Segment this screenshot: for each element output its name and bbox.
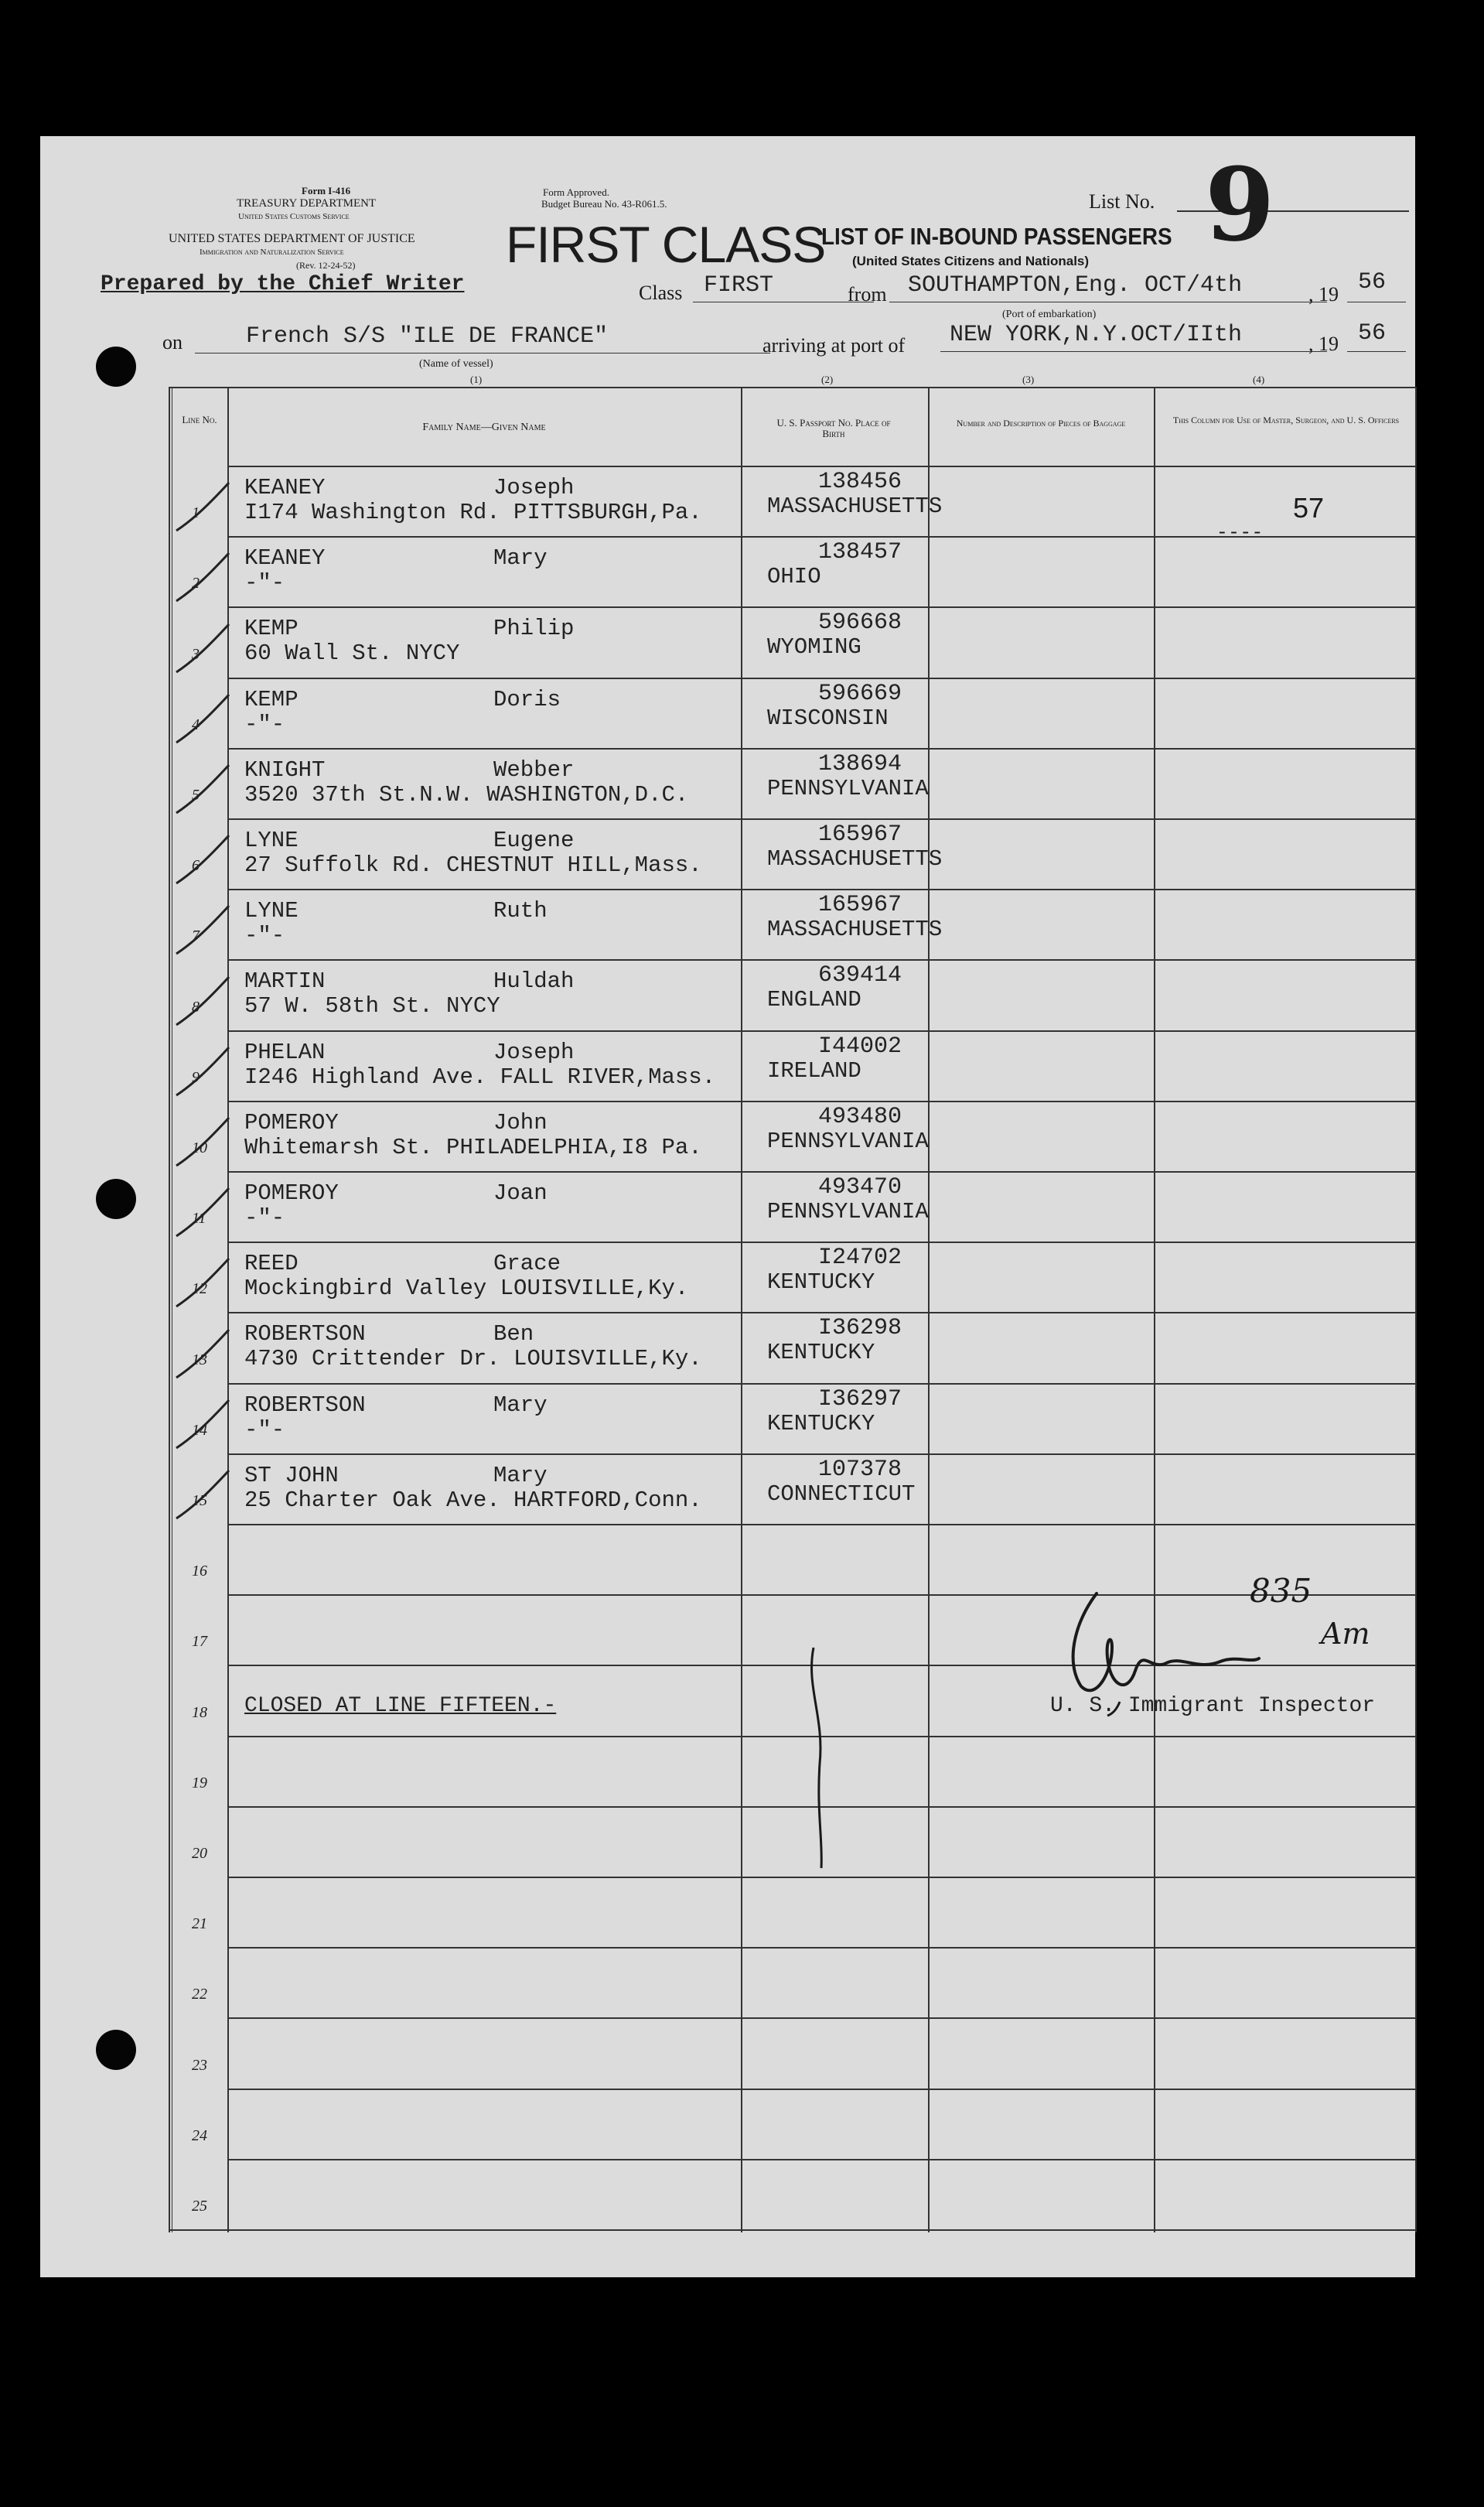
family-name: KEMP (244, 686, 299, 712)
family-name: POMEROY (244, 1180, 339, 1206)
line-number: 16 (192, 1563, 207, 1580)
line-number: 13 (192, 1351, 207, 1368)
table-row (169, 1877, 1417, 1947)
manifest-page (40, 136, 1415, 2277)
given-name: Grace (493, 1251, 561, 1277)
check-mark-icon (172, 1044, 234, 1098)
line-number: 24 (192, 2126, 207, 2144)
closed-text: CLOSED AT LINE FIFTEEN.- (244, 1694, 557, 1718)
passport-number: I44002 (818, 1033, 902, 1060)
line-number: 6 (192, 857, 200, 875)
passport-number: 107378 (818, 1456, 902, 1483)
given-name: Joan (493, 1180, 548, 1206)
line-number: 5 (192, 786, 200, 804)
vessel-value: French S/S "ILE DE FRANCE" (246, 323, 609, 350)
address: -"- (244, 923, 285, 949)
line-number: 3 (192, 645, 200, 663)
table-row (169, 2017, 1417, 2088)
table-row (169, 536, 1417, 606)
line-number: 19 (192, 1774, 207, 1791)
class-value: FIRST (704, 272, 774, 299)
place-of-birth: KENTUCKY (767, 1269, 875, 1296)
given-name: Mary (493, 545, 548, 572)
check-mark-icon (172, 550, 234, 604)
given-name: John (493, 1109, 548, 1136)
given-name: Webber (493, 757, 575, 783)
given-name: Joseph (493, 1039, 575, 1065)
column-number-4: (4) (1253, 374, 1265, 385)
given-name: Doris (493, 686, 561, 712)
table-row (169, 748, 1417, 818)
line-1-officer-value: 57 (1293, 492, 1325, 524)
inspector-signature (1066, 1578, 1267, 1717)
line-number: 18 (192, 1703, 207, 1721)
table-row (169, 818, 1417, 889)
address: -"- (244, 1416, 285, 1443)
line-number: 11 (192, 1210, 206, 1228)
table-row (169, 2159, 1417, 2229)
given-name: Joseph (493, 475, 575, 500)
column-number-2: (2) (821, 374, 834, 385)
address: -"- (244, 570, 285, 596)
vessel-label: (Name of vessel) (419, 358, 493, 370)
given-name: Eugene (493, 828, 575, 853)
place-of-birth: WYOMING (767, 634, 861, 661)
passport-number: 165967 (818, 892, 902, 919)
first-class-stamp: FIRST CLASS (506, 216, 826, 273)
arriving-label: arriving at port of (762, 334, 906, 357)
address: 27 Suffolk Rd. CHESTNUT HILL,Mass. (244, 852, 702, 878)
place-of-birth: PENNSYLVANIA (767, 775, 929, 801)
passport-number: I36297 (818, 1385, 902, 1412)
column-number-1: (1) (470, 374, 483, 385)
place-of-birth: KENTUCKY (767, 1410, 875, 1436)
line-number: 14 (192, 1421, 207, 1439)
form-number: Form I-416 (302, 185, 351, 196)
passport-number: 138456 (818, 469, 902, 495)
from-label: from (848, 283, 887, 306)
table-row (169, 1101, 1417, 1171)
table-row (169, 1383, 1417, 1453)
table-row (169, 2089, 1417, 2159)
passport-number: 493480 (818, 1103, 902, 1130)
from-value: SOUTHAMPTON,Eng. OCT/4th (908, 272, 1243, 299)
handwritten-am: Am (1321, 1617, 1370, 1651)
passport-number: 138694 (818, 750, 902, 777)
passport-number: 493470 (818, 1174, 902, 1201)
revision-date: (Rev. 12-24-52) (296, 260, 356, 271)
check-mark-icon (172, 621, 234, 675)
on-label: on (162, 331, 183, 354)
table-row (169, 1171, 1417, 1242)
table-row (169, 959, 1417, 1030)
family-name: ST JOHN (244, 1462, 339, 1488)
family-name: KEANEY (244, 545, 326, 572)
family-name: ROBERTSON (244, 1321, 366, 1347)
prepared-by: Prepared by the Chief Writer (101, 272, 465, 296)
place-of-birth: ENGLAND (767, 987, 861, 1013)
ditto-line (803, 1640, 834, 1872)
line-number: 8 (192, 998, 200, 1016)
check-mark-icon (172, 832, 234, 886)
header-line-no: Line No. (182, 414, 217, 425)
passport-number: 596668 (818, 610, 902, 637)
treasury-department: TREASURY DEPARTMENT (237, 197, 377, 210)
table-row (169, 1242, 1417, 1312)
department-of-justice: UNITED STATES DEPARTMENT OF JUSTICE (169, 232, 415, 245)
column-number-3: (3) (1022, 374, 1035, 385)
address: I174 Washington Rd. PITTSBURGH,Pa. (244, 500, 702, 525)
list-title: LIST OF IN-BOUND PASSENGERS (821, 223, 1172, 250)
table-row (169, 678, 1417, 748)
year-2-prefix: , 19 (1308, 333, 1339, 355)
header-family-name: Family Name—Given Name (422, 422, 546, 433)
address: 25 Charter Oak Ave. HARTFORD,Conn. (244, 1487, 702, 1513)
port-of-embarkation-label: (Port of embarkation) (1002, 309, 1097, 320)
family-name: KEMP (244, 616, 299, 642)
family-name: REED (244, 1251, 299, 1277)
budget-bureau: Budget Bureau No. 43-R061.5. (541, 198, 667, 210)
line-number: 25 (192, 2197, 207, 2215)
check-mark-icon (172, 974, 234, 1028)
given-name: Mary (493, 1462, 548, 1488)
header-passport: U. S. Passport No. Place of Birth (776, 417, 891, 439)
year-1-value: 56 (1358, 269, 1387, 295)
table-row (169, 1806, 1417, 1877)
place-of-birth: PENNSYLVANIA (767, 1199, 929, 1224)
line-number: 17 (192, 1633, 207, 1651)
line-number: 22 (192, 1986, 207, 2003)
passport-number: 596669 (818, 680, 902, 707)
place-of-birth: WISCONSIN (767, 705, 889, 731)
place-of-birth: MASSACHUSETTS (767, 846, 943, 872)
table-row (169, 1030, 1417, 1101)
address: I246 Highland Ave. FALL RIVER,Mass. (244, 1064, 716, 1090)
table-row (169, 1312, 1417, 1382)
check-mark-icon (172, 762, 234, 816)
place-of-birth: OHIO (767, 564, 821, 590)
family-name: MARTIN (244, 968, 326, 995)
header-baggage: Number and Description of Pieces of Baggage (956, 418, 1126, 429)
address: -"- (244, 711, 285, 737)
family-name: PHELAN (244, 1039, 326, 1065)
arriving-value: NEW YORK,N.Y.OCT/IIth (950, 322, 1243, 348)
line-number: 15 (192, 1491, 207, 1509)
given-name: Ruth (493, 898, 548, 924)
place-of-birth: PENNSYLVANIA (767, 1128, 929, 1154)
given-name: Ben (493, 1321, 534, 1347)
line-number: 1 (192, 504, 200, 522)
table-row (169, 1453, 1417, 1524)
passport-number: I24702 (818, 1245, 902, 1272)
family-name: KNIGHT (244, 757, 326, 783)
binder-hole (96, 1179, 136, 1219)
table-row (169, 1947, 1417, 2017)
passport-number: 639414 (818, 962, 902, 989)
line-number: 23 (192, 2056, 207, 2074)
class-label: Class (639, 282, 683, 304)
list-no-label: List No. (1089, 190, 1155, 213)
family-name: ROBERTSON (244, 1392, 366, 1418)
given-name: Huldah (493, 968, 575, 995)
address: Whitemarsh St. PHILADELPHIA,I8 Pa. (244, 1134, 702, 1160)
place-of-birth: MASSACHUSETTS (767, 494, 943, 519)
list-no-value: 9 (1205, 145, 1275, 264)
line-number: 4 (192, 716, 200, 733)
place-of-birth: KENTUCKY (767, 1340, 875, 1366)
place-of-birth: MASSACHUSETTS (767, 917, 943, 943)
binder-hole (96, 2030, 136, 2070)
line-number: 20 (192, 1844, 207, 1862)
family-name: LYNE (244, 828, 299, 853)
place-of-birth: CONNECTICUT (767, 1481, 916, 1507)
address: 57 W. 58th St. NYCY (244, 993, 500, 1020)
line-number: 21 (192, 1915, 207, 1933)
ins-service: Immigration and Naturalization Service (200, 248, 344, 257)
given-name: Mary (493, 1392, 548, 1418)
address: 60 Wall St. NYCY (244, 640, 460, 667)
year-2-value: 56 (1358, 320, 1387, 347)
list-subtitle: (United States Citizens and Nationals) (852, 254, 1090, 268)
table-row (169, 606, 1417, 677)
binder-hole (96, 347, 136, 387)
address: 3520 37th St.N.W. WASHINGTON,D.C. (244, 781, 689, 808)
passenger-table: Line No. Family Name—Given Name U. S. Passport No. Place of Birth Number and Description of Pieces of Baggage This Column for Use of Master, Surgeon, and U. S. Officers KEANEY Joseph I174 Washington Rd. PITTSBURGH,Pa. 138456 MASSACHUSETTS 1 KEANEY Mary -"- 138457 OHIO 2 KEMP Philip 60 Wall St. NYCY 596668 WYOMING 3 KEMP Doris -"- 596669 WISCONSIN 4 KNIGHT Webber 3520 37th St.N.W. WASHINGTON,D.C. 138694 PENNSYLVANIA 5 LYNE Eugene 27 Suffolk Rd. CHESTNUT HILL,Mass. 165967 MASSACHUSETTS 6 LYNE Ruth -"- 165967 MASSACHUSETTS 7 MARTIN Huldah 57 W. 58th St. NYCY 639414 ENGLAND 8 PHELAN Joseph I246 Highland Ave. FALL RIVER,Mass. I44002 IRELAND 9 POMEROY John Whitemarsh St. PHILADELPHIA,I8 Pa. 493480 PENNSYLVANIA 10 POMEROY Joan -"- 493470 PENNSYLVANIA 11 REED Grace Mockingbird Valley LOUISVILLE,Ky. I24702 KENTUCKY 12 ROBERTSON Ben 4730 Crittender Dr. LOUISVILLE,Ky. I36298 KENTUCKY 13 ROBERTSON Mary -"- I36297 KENTUCKY 14 ST JOHN Mary 25 Charter Oak Ave. HARTFORD,Conn. 107378 CONNECTICUT 15 16 17 18 19 20 21 22 23 24 25 57 - - - - CLOSED AT LINE FIFTEEN.- U. S. Immigrant Inspector 835 Am (169, 387, 1417, 2232)
passport-number: I36298 (818, 1315, 902, 1342)
address: Mockingbird Valley LOUISVILLE,Ky. (244, 1276, 689, 1302)
address: 4730 Crittender Dr. LOUISVILLE,Ky. (244, 1346, 702, 1372)
table-row (169, 889, 1417, 959)
check-mark-icon (172, 692, 234, 746)
inspector-label: U. S. Immigrant Inspector (1050, 1694, 1376, 1718)
passport-number: 138457 (818, 539, 902, 566)
line-number: 9 (192, 1068, 200, 1086)
form-approved: Form Approved. (543, 186, 609, 198)
check-mark-icon (172, 903, 234, 957)
line-number: 2 (192, 575, 200, 593)
header-officers: This Column for Use of Master, Surgeon, and U. S. Officers (1172, 415, 1400, 425)
line-number: 10 (192, 1139, 207, 1156)
place-of-birth: IRELAND (767, 1057, 861, 1084)
customs-service: United States Customs Service (238, 212, 350, 221)
handwritten-time: 835 (1250, 1572, 1312, 1610)
table-row (169, 1736, 1417, 1806)
address: -"- (244, 1205, 285, 1231)
check-mark-icon (172, 480, 234, 534)
family-name: KEANEY (244, 475, 326, 500)
given-name: Philip (493, 616, 575, 642)
passport-number: 165967 (818, 821, 902, 848)
line-number: 7 (192, 927, 200, 945)
family-name: LYNE (244, 898, 299, 924)
line-number: 12 (192, 1280, 207, 1298)
family-name: POMEROY (244, 1109, 339, 1136)
year-1-prefix: , 19 (1308, 283, 1339, 306)
